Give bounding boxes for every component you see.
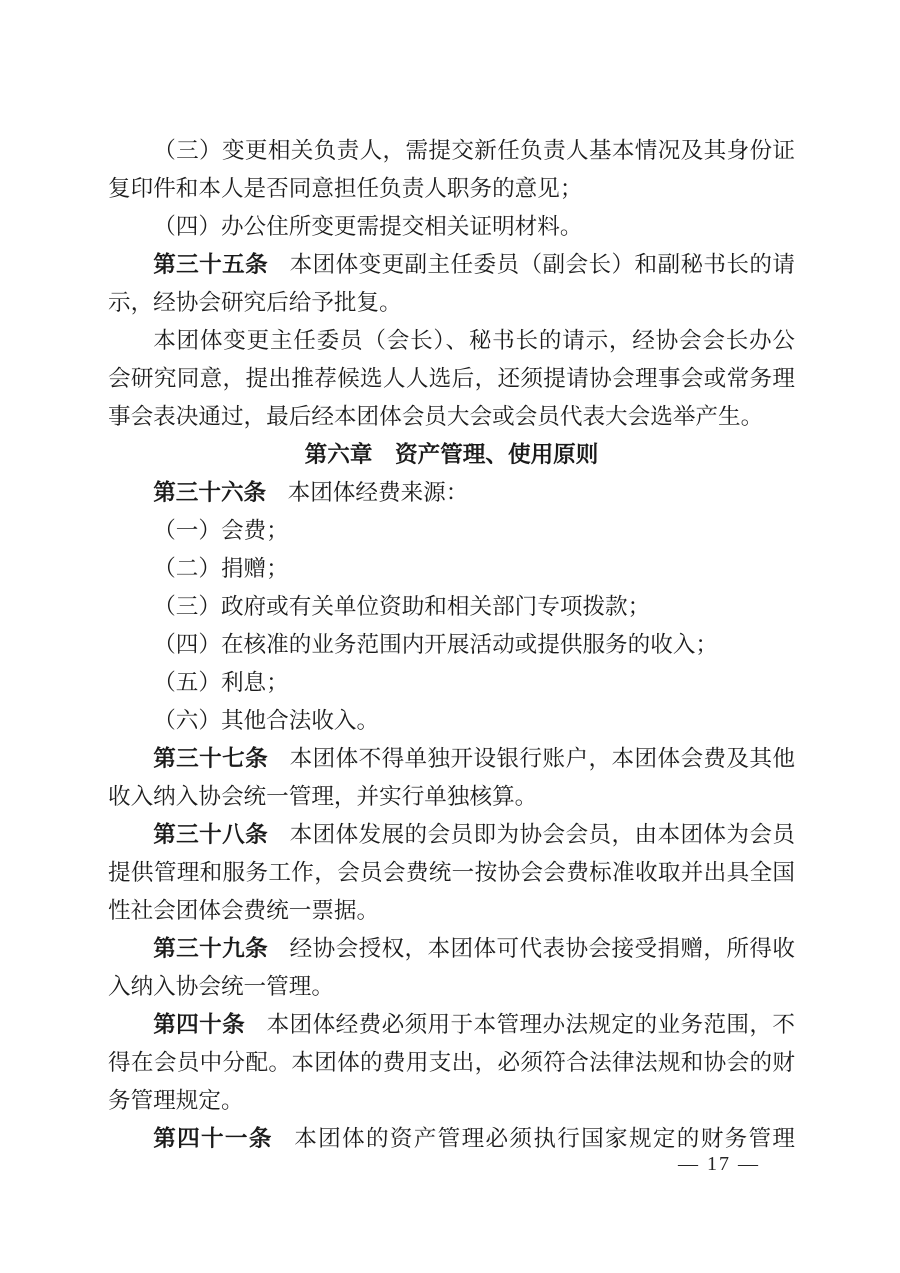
line-text: 本团体经费来源：	[287, 480, 469, 505]
line-text: 本团体变更主任委员（会长）、秘书长的请示，经协会会长办公	[153, 328, 795, 353]
line-text: 示，经协会研究后给予批复。	[108, 290, 402, 315]
article-number: 第三十七条	[153, 746, 269, 771]
text-line	[108, 1044, 795, 1082]
line-text: 本团体发展的会员即为协会会员，由本团体为会员	[289, 822, 796, 847]
line-text: 得在会员中分配。本团体的费用支出，必须符合法律法规和协会的财	[108, 1050, 795, 1075]
line-text: （四）在核准的业务范围内开展活动或提供服务的收入；	[153, 632, 719, 657]
text-line	[108, 588, 795, 626]
text-line	[108, 512, 795, 550]
line-text: 事会表决通过，最后经本团体会员大会或会员代表大会选举产生。	[108, 404, 764, 429]
line-text: （四）办公住所变更需提交相关证明材料。	[153, 214, 583, 239]
article-number: 第四十条	[153, 1012, 246, 1037]
text-line	[108, 740, 795, 778]
text-line	[108, 1082, 795, 1120]
document-body	[108, 132, 795, 1158]
line-text: （三）变更相关负责人，需提交新任负责人基本情况及其身份证	[153, 138, 795, 163]
text-line	[108, 854, 795, 892]
text-line	[108, 930, 795, 968]
line-text: （一）会费；	[153, 518, 289, 543]
line-text: （五）利息；	[153, 670, 289, 695]
page-number: — 17 —	[678, 1153, 760, 1175]
article-number: 第三十八条	[153, 822, 269, 847]
text-line	[108, 436, 795, 474]
line-text: 经协会授权，本团体可代表协会接受捐赠，所得收	[289, 936, 796, 961]
text-line	[108, 170, 795, 208]
line-text: 性社会团体会费统一票据。	[108, 898, 380, 923]
article-number: 第三十五条	[153, 252, 269, 277]
line-text: 收入纳入协会统一管理，并实行单独核算。	[108, 784, 538, 809]
text-line	[108, 550, 795, 588]
line-text: 务管理规定。	[108, 1088, 244, 1113]
text-line	[108, 664, 795, 702]
text-line	[108, 398, 795, 436]
text-line	[108, 816, 795, 854]
text-line	[108, 360, 795, 398]
article-number: 第三十九条	[153, 936, 269, 961]
text-line	[108, 474, 795, 512]
line-text: 会研究同意，提出推荐候选人人选后，还须提请协会理事会或常务理	[108, 366, 795, 391]
article-number: 第三十六条	[153, 480, 267, 505]
text-line	[108, 778, 795, 816]
line-text: 本团体经费必须用于本管理办法规定的业务范围，不	[266, 1012, 796, 1037]
text-line	[108, 208, 795, 246]
line-text: 入纳入协会统一管理。	[108, 974, 334, 999]
text-line	[108, 702, 795, 740]
article-number: 第四十一条	[153, 1126, 273, 1151]
text-line	[108, 132, 795, 170]
text-line	[108, 1006, 795, 1044]
line-text: 第六章 资产管理、使用原则	[304, 442, 599, 467]
text-line	[108, 246, 795, 284]
text-line	[108, 892, 795, 930]
line-text: （三）政府或有关单位资助和相关部门专项拨款；	[153, 594, 651, 619]
line-text: 提供管理和服务工作，会员会费统一按协会会费标准收取并出具全国	[108, 860, 795, 885]
line-text: （二）捐赠；	[153, 556, 289, 581]
line-text: 本团体的资产管理必须执行国家规定的财务管理	[294, 1126, 796, 1151]
text-line	[108, 968, 795, 1006]
text-line	[108, 284, 795, 322]
line-text: 复印件和本人是否同意担任负责人职务的意见；	[108, 176, 583, 201]
line-text: （六）其他合法收入。	[153, 708, 380, 733]
text-line	[108, 322, 795, 360]
line-text: 本团体变更副主任委员（副会长）和副秘书长的请	[289, 252, 796, 277]
line-text: 本团体不得单独开设银行账户，本团体会费及其他	[289, 746, 796, 771]
text-line	[108, 626, 795, 664]
